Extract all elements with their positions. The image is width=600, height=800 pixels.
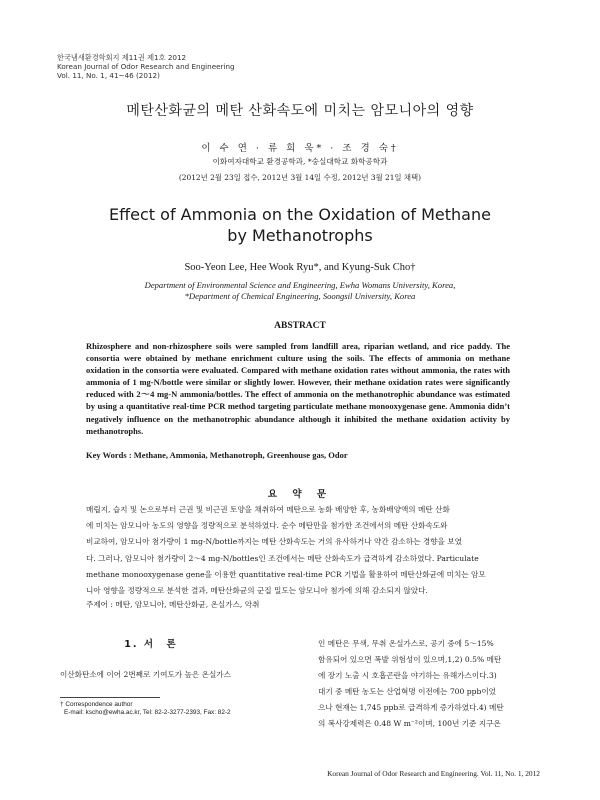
english-title [0, 204, 600, 246]
keywords: Key Words : Methane, Ammonia, Methanotroph, Greenhouse gas, Odor [86, 450, 348, 460]
english-affiliations [0, 280, 600, 302]
summary-line: 에 미치는 암모니아 농도의 영향을 정량적으로 분석하였다. 순수 메탄만을 첨가한 조건에서의 메탄 산화속도와 [86, 521, 448, 531]
english-title-line-1: Effect of Ammonia on the Oxidation of Methane [109, 205, 491, 224]
page-footer: Korean Journal of Odor Research and Engineering. Vol. 11, No. 1, 2012 [327, 769, 540, 778]
korean-summary-text [86, 502, 510, 599]
korean-authors: 이 수 연 · 류 희 욱* · 조 경 숙† [201, 143, 399, 154]
body-line: 으나 현재는 1,745 ppb로 급격하게 증가하였다.4) 메탄 [318, 703, 504, 712]
footnote-correspondence: † Correspondence author [60, 701, 133, 708]
introduction-text-left: 이산화탄소에 이어 2번째로 기여도가 높은 온실가스 [60, 670, 231, 679]
abstract-heading: ABSTRACT [274, 321, 326, 331]
journal-header-korean: 한국냄새환경학회지 제11권 제1호 2012 [57, 53, 187, 62]
korean-title: 메탄산화균의 메탄 산화속도에 미치는 암모니아의 영향 [126, 103, 474, 119]
footnote-rule [60, 697, 160, 698]
summary-line: 니아 영향을 정량적으로 분석한 결과, 메탄산화균의 군집 밀도는 암모니아 첨가에 의해 감소되지 않았다. [86, 586, 428, 596]
body-line: 에 장기 노출 시 호흡곤란을 야기하는 유해가스이다.3) [318, 671, 497, 680]
body-line: 대기 중 메탄 농도는 산업혁명 이전에는 700 ppb이었 [318, 687, 497, 696]
journal-header-english: Korean Journal of Odor Research and Engineering [57, 62, 235, 72]
body-line: 함유되어 있으면 폭발 위험성이 있으며,1,2) 0.5% 메탄 [318, 655, 502, 664]
footnote-contact: E-mail: kscho@ewha.ac.kr, Tel: 82-2-3277-2393, Fax: 82-2 [64, 709, 231, 717]
section-heading-introduction: 1. 서 론 [124, 639, 178, 650]
introduction-text-right [318, 636, 541, 732]
korean-affiliations: 이화여자대학교 환경공학과, *숭실대학교 화학공학과 [212, 157, 388, 166]
abstract-text: Rhizosphere and non-rhizosphere soils were sampled from landfill area, riparian wetland, and rice paddy. The consortia were obtained by methane enrichment culture using the soils. The effects of ammonia on methane oxidation in the consortia were evaluated. Compared with methane oxidation rates without ammonia, the rates with ammonia of 1 mg-N/bottle were similar or slightly lower. However, their methane oxidation rates were significantly reduced with 2～4 mg-N ammonia/bottles. The effect of ammonia on the methanotrophic abundance was estimated by using a quantitative real-time PCR method targeting particulate methane monooxygenase gene. Ammonia didn’t negatively influence on the methanotrophic abundance although it inhibited the methane oxidation activity by methanotrophs. [86, 341, 510, 436]
english-authors: Soo-Yeon Lee, Hee Wook Ryu*, and Kyung-Suk Cho† [184, 262, 416, 273]
journal-header-volume: Vol. 11, No. 1, 41~46 (2012) [57, 71, 160, 81]
summary-line: methane monooxygenase gene을 이용한 quantitative real-time PCR 기법을 활용하여 메탄산화균에 미치는 암모 [86, 569, 486, 579]
summary-line: 매립지, 습지 및 논으로부터 근권 및 비근권 토양을 채취하여 메탄으로 농화 배양한 후, 농화배양액의 메탄 산화 [86, 505, 450, 514]
english-affiliation-1: Department of Environmental Science and Engineering, Ewha Womans University, Korea, [144, 280, 456, 290]
korean-dates: (2012년 2월 23일 접수, 2012년 3월 14일 수정, 2012년 3월 21일 채택) [178, 173, 422, 182]
english-title-line-2: by Methanotrophs [227, 226, 373, 245]
journal-header [57, 53, 235, 81]
korean-summary-heading: 요 약 문 [267, 489, 333, 500]
summary-line: 다. 그러나, 암모니아 첨가량이 2～4 mg-N/bottles인 조건에서는 메탄 산화속도가 급격하게 감소하였다. Particulate [86, 553, 479, 563]
body-line: 인 메탄은 무색, 무취 온실가스로, 공기 중에 5～15% [318, 639, 494, 648]
summary-line: 비교하여, 암모니아 첨가량이 1 mg-N/bottle까지는 메탄 산화속도는 거의 유사하거나 약간 감소하는 경향을 보였 [86, 537, 462, 547]
english-affiliation-2: *Department of Chemical Engineering, Soongsil University, Korea [184, 291, 416, 301]
body-line: 의 복사강제력은 0.48 W m⁻²이며, 100년 기준 지구온 [318, 719, 501, 728]
korean-keywords: 주제어 : 메탄, 암모니아, 메탄산화균, 온실가스, 악취 [86, 600, 260, 609]
footnote [60, 701, 300, 718]
